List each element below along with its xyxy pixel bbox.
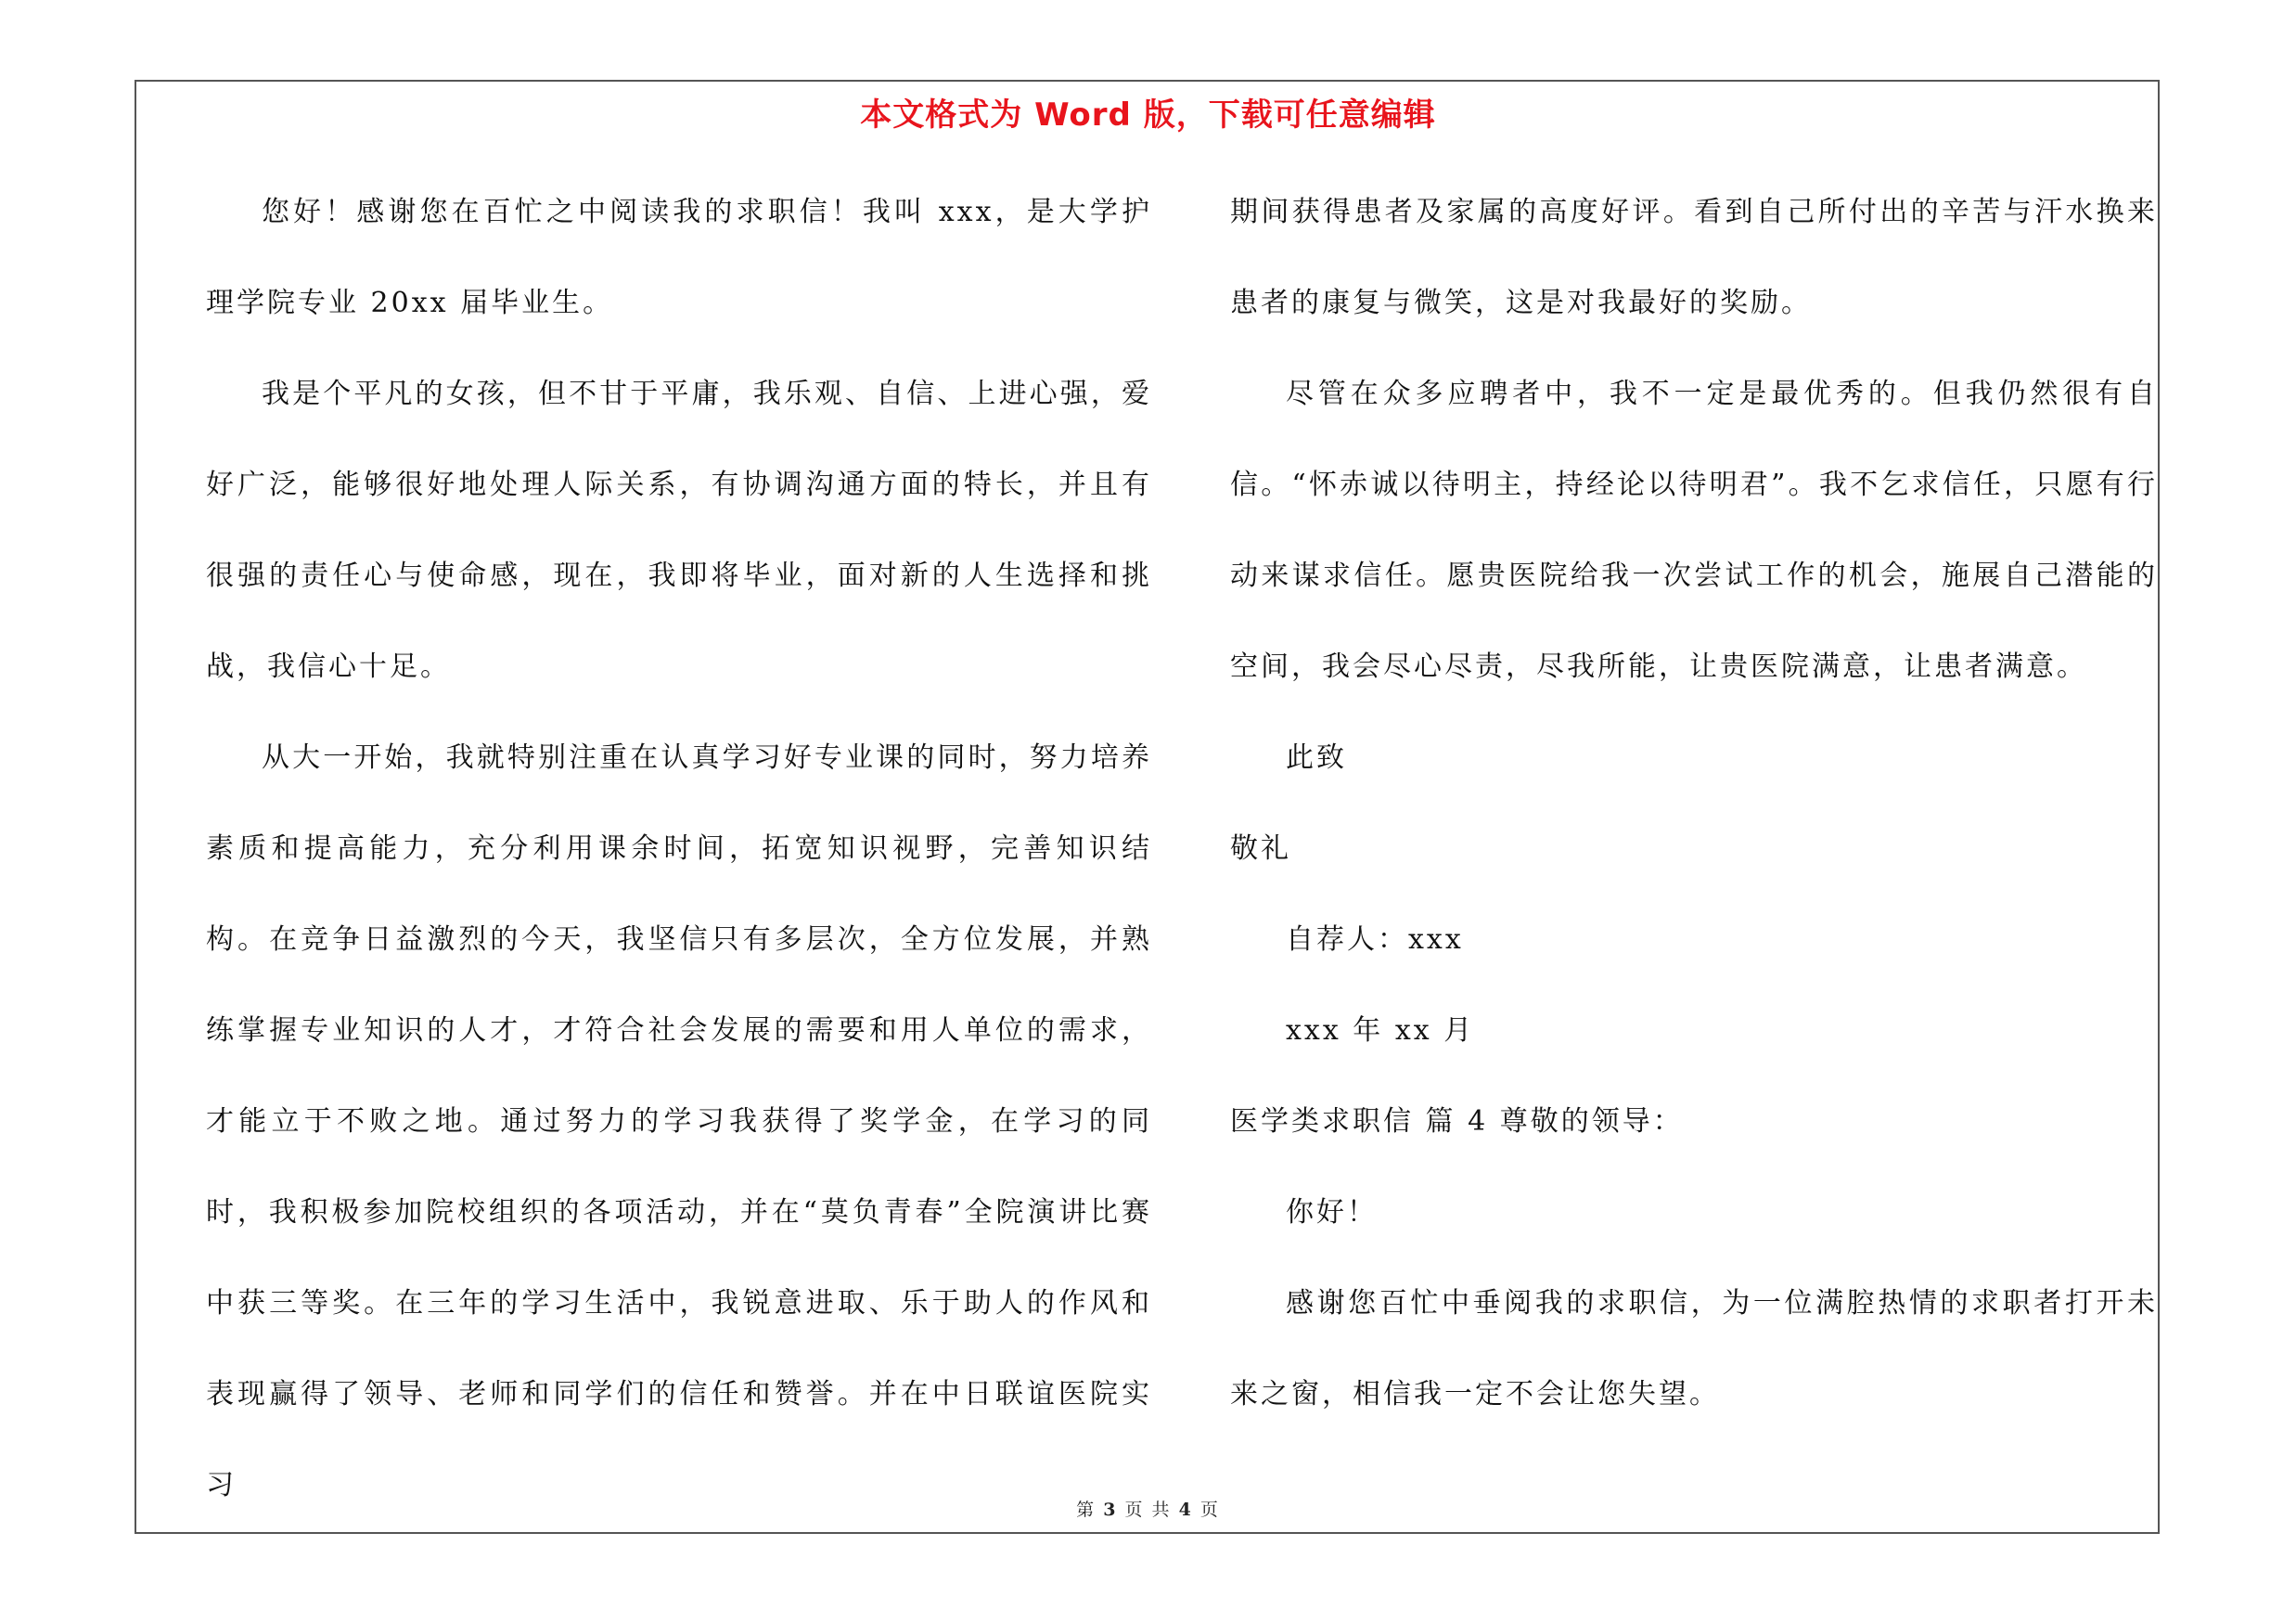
greeting: 你好！ (1286, 1196, 1378, 1229)
paragraph-thanks: 感谢您百忙中垂阅我的求职信，为一位满腔热情的求职者打开未来之窗，相信我一定不会让您失望。 (1230, 1287, 2158, 1410)
paragraph-confidence: 尽管在众多应聘者中，我不一定是最优秀的。但我仍然很有自信。“怀赤诚以待明主，持经论以待明君”。我不乞求信任，只愿有行动来谋求信任。愿贵医院给我一次尝试工作的机会，施展自己潜能的空间，我会尽心尽责，尽我所能，让贵医院满意，让患者满意。 (1230, 378, 2158, 683)
paragraph-internship-continued: 期间获得患者及家属的高度好评。看到自己所付出的辛苦与汗水换来患者的康复与微笑，这是对我最好的奖励。 (1230, 196, 2158, 319)
section-heading: 医学类求职信 篇 4 尊敬的领导： (1230, 1105, 1684, 1138)
date-line: xxx 年 xx 月 (1286, 1014, 1475, 1047)
footer-middle: 页 共 (1124, 1500, 1172, 1520)
paragraph-introduction: 您好！感谢您在百忙之中阅读我的求职信！我叫 xxx，是大学护理学院专业 20xx 届毕业生。 (206, 196, 1152, 319)
closing-phrase: 此致 (1286, 741, 1347, 774)
footer-prefix: 第 (1076, 1500, 1097, 1520)
page-number-footer (0, 1496, 2296, 1521)
footer-total-pages: 4 (1178, 1500, 1193, 1520)
footer-current-page: 3 (1103, 1500, 1118, 1520)
left-column (206, 167, 1152, 1531)
salutation: 敬礼 (1230, 832, 1291, 865)
footer-suffix: 页 (1199, 1500, 1220, 1520)
word-format-banner: 本文格式为 Word 版，下载可任意编辑 (860, 97, 1436, 134)
right-column (1230, 167, 2158, 1440)
paragraph-personality: 我是个平凡的女孩，但不甘于平庸，我乐观、自信、上进心强，爱好广泛，能够很好地处理人际关系，有协调沟通方面的特长，并且有很强的责任心与使命感，现在，我即将毕业，面对新的人生选择和挑战，我信心十足。 (206, 378, 1152, 683)
paragraph-study-experience: 从大一开始，我就特别注重在认真学习好专业课的同时，努力培养素质和提高能力，充分利用课余时间，拓宽知识视野，完善知识结构。在竞争日益激烈的今天，我坚信只有多层次，全方位发展，并熟练掌握专业知识的人才，才符合社会发展的需要和用人单位的需求，才能立于不败之地。通过努力的学习我获得了奖学金，在学习的同时，我积极参加院校组织的各项活动，并在“莫负青春”全院演讲比赛中获三等奖。在三年的学习生活中，我锐意进取、乐于助人的作风和表现赢得了领导、老师和同学们的信任和赞誉。并在中日联谊医院实习 (206, 741, 1152, 1501)
signature-line: 自荐人：xxx (1286, 923, 1464, 956)
